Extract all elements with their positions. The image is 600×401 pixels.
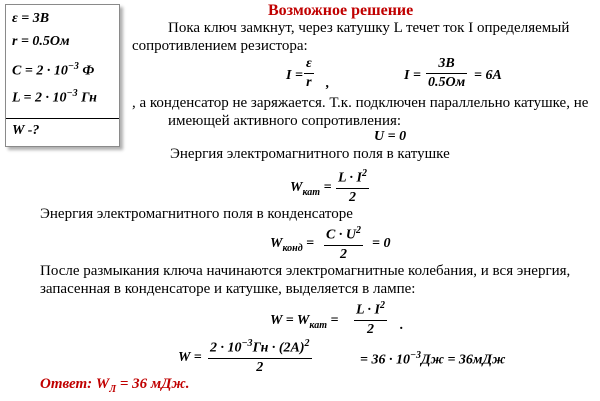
given-divider [6, 118, 119, 119]
formula-wkond-rhs: = 0 [372, 236, 391, 251]
formula-current-fraction: ε r [306, 56, 312, 90]
formula-current-value-fraction: 3В 0.5Ом [428, 56, 466, 90]
given-resistance: r = 0.5Ом [12, 34, 70, 49]
formula-wkond-lhs: $W_{конд}$ = [270, 236, 315, 254]
given-unknown: W -? [12, 123, 40, 138]
answer-line: Ответ: $W_Л = 36$ мДж. [40, 376, 190, 395]
paragraph-1-line-2: сопротивлением резистора: [132, 38, 308, 54]
given-box [5, 4, 120, 147]
formula-w1-tail: . [400, 318, 404, 333]
formula-current-value-rhs: = 6А [474, 68, 502, 83]
formula-current-lhs: I = [286, 68, 303, 83]
given-inductance: $L = 2 \cdot 10^{-3}$ Гн [12, 88, 97, 106]
paragraph-5-line-2: запасенная в конденсаторе и катушке, выделяется в лампе: [40, 281, 416, 297]
formula-wkond-fraction: $C \cdot U^2$ 2 [326, 225, 361, 262]
formula-w2-fraction: $2 \cdot 10^{-3}Гн \cdot (2А)^2$ 2 [210, 338, 310, 375]
paragraph-5-line-1: После размыкания ключа начинаются электромагнитные колебания, и вся энергия, [40, 263, 571, 279]
formula-w1-lhs: $W = W_{кат}$ = [270, 313, 339, 331]
formula-voltage: U = 0 [374, 129, 407, 144]
formula-current-value-lhs: I = [404, 68, 421, 83]
formula-w1-fraction: $L \cdot I^2$ 2 [356, 300, 385, 337]
solution-title: Возможное решение [268, 2, 414, 19]
formula-w2-rhs: = $36 \cdot 10^{-3}Дж = 36мДж$ [360, 350, 506, 368]
paragraph-2-line-2: имеющей активного сопротивления: [168, 113, 402, 129]
formula-w2-lhs: W = [178, 350, 202, 365]
given-capacitance: $C = 2 \cdot 10^{-3}$ Ф [12, 61, 95, 79]
formula-wkat-lhs: $W_{кат}$ = [290, 180, 332, 198]
formula-wkat-fraction: $L \cdot I^2$ 2 [338, 168, 367, 205]
formula-current-tail: , [326, 76, 330, 91]
paragraph-4: Энергия электромагнитного поля в конденсаторе [40, 206, 353, 222]
paragraph-3: Энергия электромагнитного поля в катушке [170, 146, 450, 162]
paragraph-2-line-1: , а конденсатор не заряжается. Т.к. подключен параллельно катушке, не [132, 95, 589, 111]
paragraph-1-line-1: Пока ключ замкнут, через катушку L течет ток I определяемый [168, 20, 570, 36]
given-emf: ε = 3В [12, 11, 50, 26]
